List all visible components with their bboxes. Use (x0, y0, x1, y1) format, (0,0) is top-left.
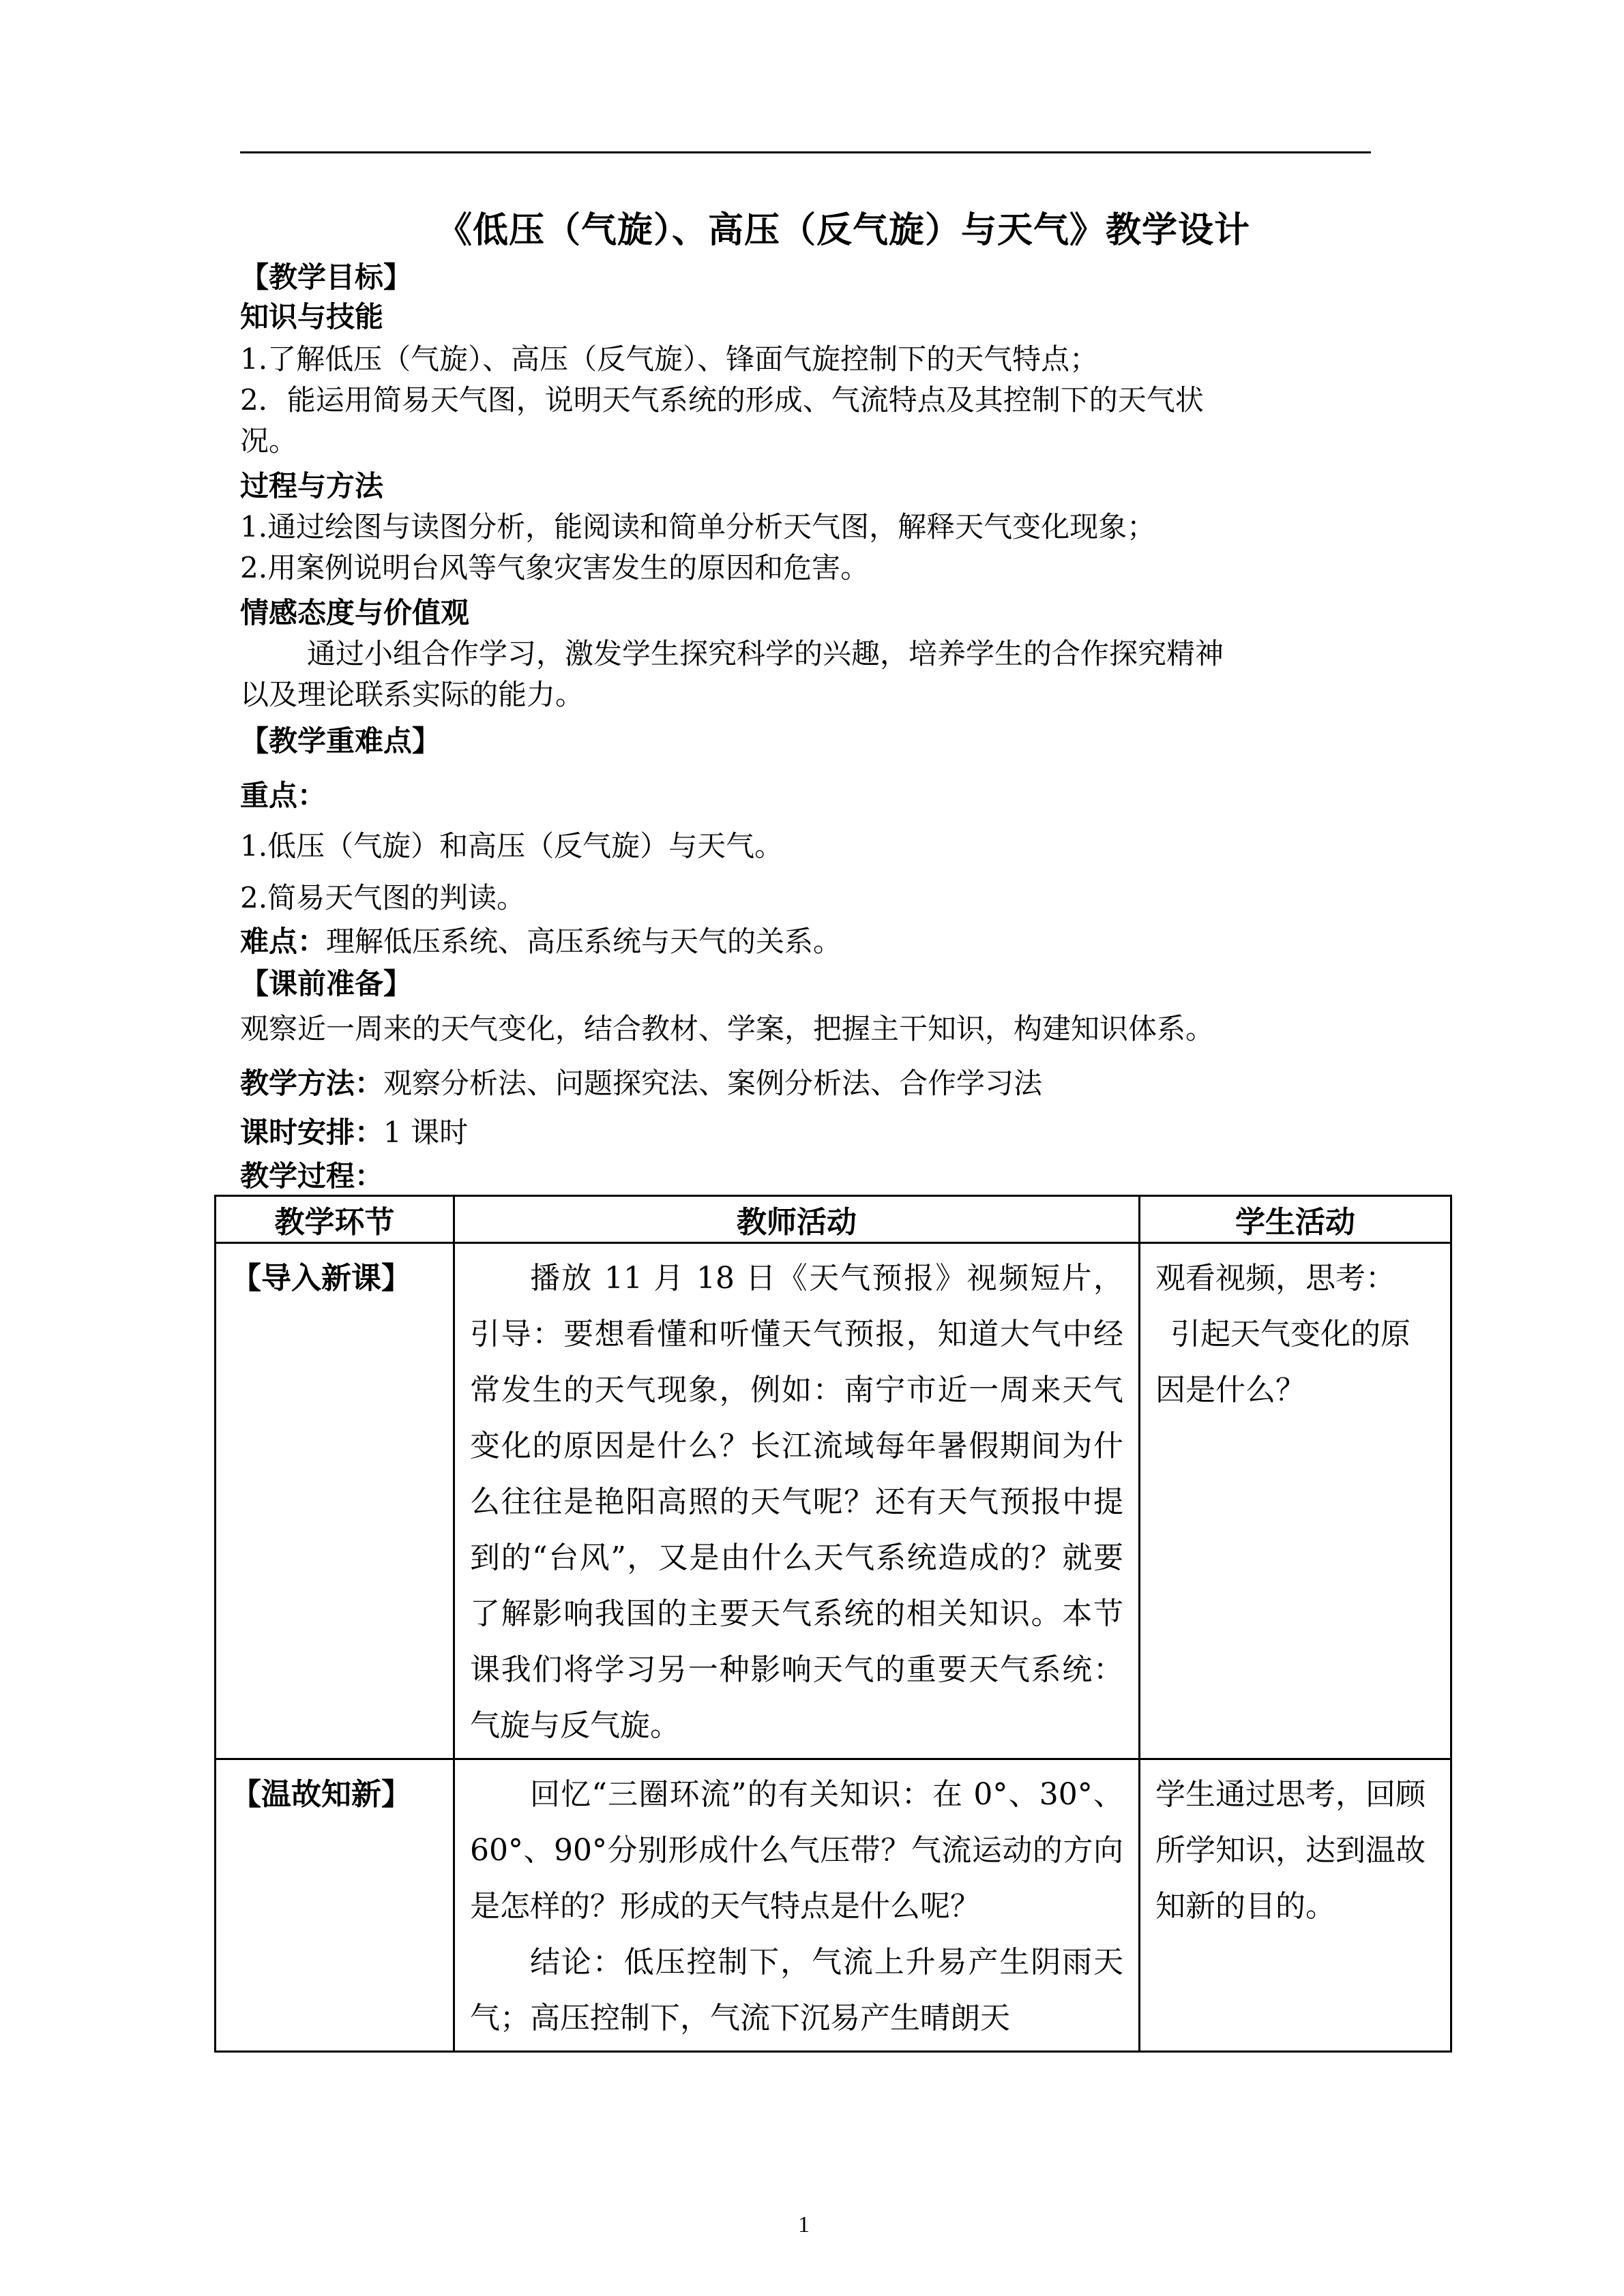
emotion-text: 通过小组合作学习，激发学生探究科学的兴趣，培养学生的合作探究精神 (307, 637, 1224, 670)
process-item-1: 1.通过绘图与读图分析，能阅读和简单分析天气图，解释天气变化现象； (240, 510, 1156, 543)
schedule-label: 课时安排： (240, 1116, 384, 1149)
difficulty-text: 理解低压系统、高压系统与天气的关系。 (326, 925, 842, 958)
row-stage: 【温故知新】 (216, 1759, 454, 2052)
knowledge-item-1: 1.了解低压（气旋）、高压（反气旋）、锋面气旋控制下的天气特点； (240, 342, 1099, 376)
methods-line (240, 1064, 1042, 1103)
teacher-text: 播放 11 月 18 日《天气预报》视频短片，引导：要想看懂和听懂天气预报，知道大气中经常发生的天气现象，例如：南宁市近一周来天气变化的原因是什么？长江流域每年暑假期间为什么往往是艳阳高照的天气呢？还有天气预报中提到的“台风”，又是由什么天气系统造成的？就要了解影响我国的主要天气系统的相关知识。本节课我们将学习另一种影响天气的重要天气系统：气旋与反气旋。 (470, 1261, 1123, 1743)
row-student-activity (1140, 1759, 1451, 2052)
process-heading: 过程与方法 (240, 469, 384, 503)
table-row (216, 1759, 1451, 2052)
row-student-activity (1140, 1243, 1451, 1759)
student-text: 学生通过思考，回顾所学知识，达到温故知新的目的。 (1155, 1777, 1426, 1924)
row-teacher-activity (454, 1243, 1140, 1759)
table-row (216, 1243, 1451, 1759)
header-rule (240, 151, 1371, 153)
row-stage: 【导入新课】 (216, 1243, 454, 1759)
methods-label: 教学方法： (240, 1067, 384, 1100)
key-label: 重点： (240, 779, 327, 812)
document-title: 《低压（气旋）、高压（反气旋）与天气》教学设计 (437, 210, 1251, 251)
emotion-heading: 情感态度与价值观 (240, 596, 470, 629)
emotion-text-cont: 以及理论联系实际的能力。 (240, 678, 585, 711)
header-student: 学生活动 (1140, 1196, 1451, 1243)
header-teacher: 教师活动 (454, 1196, 1140, 1243)
key-item-1: 1.低压（气旋）和高压（反气旋）与天气。 (240, 829, 784, 863)
table-header-row (216, 1196, 1451, 1243)
preparation-text: 观察近一周来的天气变化，结合教材、学案，把握主干知识，构建知识体系。 (240, 1012, 1215, 1045)
header-stage: 教学环节 (216, 1196, 454, 1243)
preparation-heading: 【课前准备】 (240, 967, 413, 1000)
student-text: 引起天气变化的原因是什么？ (1155, 1317, 1411, 1407)
process-item-2: 2.用案例说明台风等气象灾害发生的原因和危害。 (240, 551, 870, 584)
objectives-heading: 【教学目标】 (240, 260, 413, 294)
knowledge-heading: 知识与技能 (240, 300, 384, 333)
difficulty-line (240, 922, 842, 961)
teacher-text: 结论：低压控制下，气流上升易产生阴雨天气；高压控制下，气流下沉易产生晴朗天 (470, 1945, 1123, 2036)
difficulty-label: 难点： (240, 925, 327, 958)
process-label: 教学过程： (240, 1159, 384, 1193)
schedule-line (240, 1113, 468, 1152)
teaching-process-table (214, 1195, 1452, 2053)
row-teacher-activity (454, 1759, 1140, 2052)
student-text: 观看视频，思考： (1155, 1261, 1396, 1296)
methods-text: 观察分析法、问题探究法、案例分析法、合作学习法 (383, 1067, 1043, 1100)
teacher-text: 回忆“三圈环流”的有关知识：在 0°、30°、60°、90°分别形成什么气压带？气流运动的方向是怎样的？形成的天气特点是什么呢？ (470, 1777, 1123, 1924)
key-item-2: 2.简易天气图的判读。 (240, 881, 526, 914)
knowledge-item-2: 2．能运用简易天气图，说明天气系统的形成、气流特点及其控制下的天气状 (240, 383, 1204, 417)
keypoints-heading: 【教学重难点】 (240, 724, 441, 758)
knowledge-item-2-cont: 况。 (240, 424, 298, 458)
page-number: 1 (798, 2212, 810, 2237)
schedule-text: 1 课时 (383, 1116, 469, 1149)
